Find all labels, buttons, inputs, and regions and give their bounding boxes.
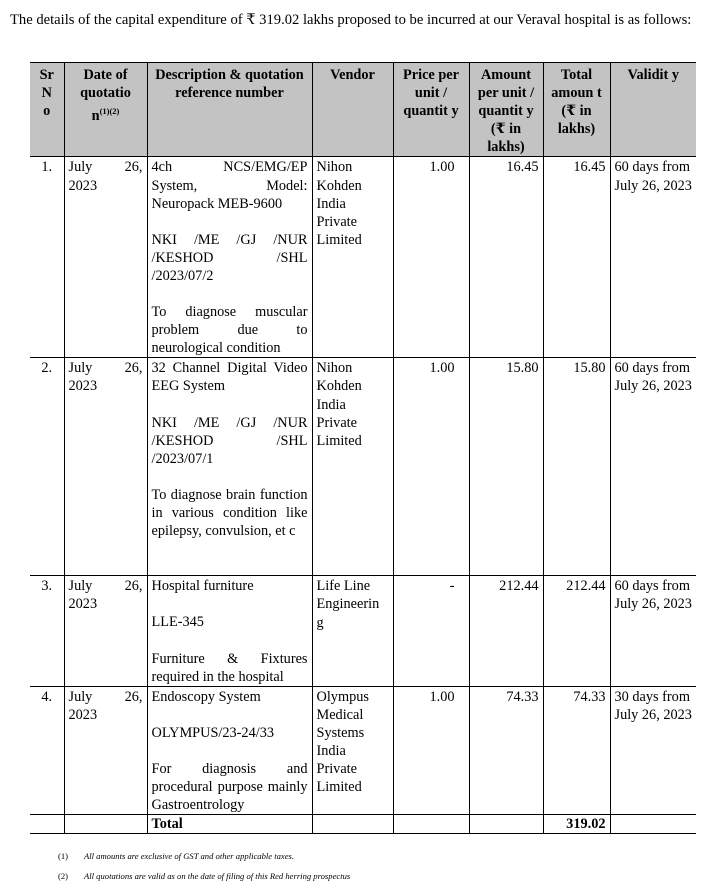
footnote-text: All amounts are exclusive of GST and other applicable taxes.	[84, 851, 295, 861]
total-blank	[64, 815, 147, 834]
row-vendor: Nihon Kohden India Private Limited	[312, 358, 393, 576]
row-date: July 26, 2023	[64, 358, 147, 576]
desc-purpose: Furniture & Fixtures required in the hospital	[151, 650, 308, 685]
desc-name: 4ch NCS/EMG/EP System, Model: Neuropack MEB-9600	[151, 159, 308, 212]
row-total: 15.80	[543, 358, 610, 576]
desc-name: Endoscopy System	[151, 688, 261, 705]
capex-table	[30, 62, 696, 834]
row-sr: 3.	[30, 576, 64, 686]
row-description	[147, 157, 312, 358]
row-amount: 16.45	[469, 157, 543, 358]
total-row	[30, 815, 696, 834]
row-description	[147, 686, 312, 814]
row-sr: 1.	[30, 157, 64, 358]
desc-name: Hospital furniture	[151, 578, 254, 595]
header-row	[30, 63, 696, 157]
row-total: 212.44	[543, 576, 610, 686]
row-validity: 60 days from July 26, 2023	[610, 358, 696, 576]
desc-reference: OLYMPUS/23-24/33	[151, 724, 274, 741]
table-row	[30, 576, 696, 686]
desc-reference: NKI /ME /GJ /NUR /KESHOD /SHL /2023/07/2	[151, 231, 308, 284]
desc-name: 32 Channel Digital Video EEG System	[151, 360, 308, 395]
total-value: 319.02	[543, 815, 610, 834]
table-row	[30, 686, 696, 814]
footnote-number: (1)	[58, 851, 69, 861]
col-header-price: Price per unit / quantit y	[393, 63, 469, 157]
row-total: 16.45	[543, 157, 610, 358]
total-blank	[312, 815, 393, 834]
total-blank	[393, 815, 469, 834]
row-sr: 4.	[30, 686, 64, 814]
row-date: July 26, 2023	[64, 686, 147, 814]
footnote-number: (2)	[58, 871, 69, 881]
row-validity: 30 days from July 26, 2023	[610, 686, 696, 814]
row-total: 74.33	[543, 686, 610, 814]
footnote	[58, 866, 350, 886]
footnote-text: All quotations are valid as on the date of filing of this Red herring prospectus	[84, 871, 351, 881]
row-price: -	[393, 576, 469, 686]
row-sr: 2.	[30, 358, 64, 576]
col-header-sr: Sr N o	[30, 63, 64, 157]
desc-reference: NKI /ME /GJ /NUR /KESHOD /SHL /2023/07/1	[151, 414, 308, 467]
row-price: 1.00	[393, 157, 469, 358]
footnote	[58, 846, 350, 866]
total-blank	[30, 815, 64, 834]
row-validity: 60 days from July 26, 2023	[610, 157, 696, 358]
desc-purpose: To diagnose muscular problem due to neurological condition	[151, 304, 308, 357]
row-date: July 26, 2023	[64, 157, 147, 358]
table-row	[30, 358, 696, 576]
row-price: 1.00	[393, 358, 469, 576]
row-validity: 60 days from July 26, 2023	[610, 576, 696, 686]
col-header-amount: Amount per unit / quantit y (₹ in lakhs)	[469, 63, 543, 157]
col-header-vendor: Vendor	[312, 63, 393, 157]
row-amount: 15.80	[469, 358, 543, 576]
row-vendor: Nihon Kohden India Private Limited	[312, 157, 393, 358]
total-blank	[469, 815, 543, 834]
row-amount: 74.33	[469, 686, 543, 814]
col-header-validity: Validit y	[610, 63, 696, 157]
desc-purpose: To diagnose brain function in various condition like epilepsy, convulsion, et c	[151, 486, 308, 539]
desc-reference: LLE-345	[151, 614, 204, 631]
row-amount: 212.44	[469, 576, 543, 686]
desc-purpose: For diagnosis and procedural purpose mainly Gastroentrology	[151, 760, 308, 814]
col-header-date: Date of quotatio $n^{(1)(2)}$	[64, 63, 147, 157]
footnote-ref: (1)(2)	[99, 106, 120, 117]
row-description	[147, 358, 312, 576]
col-header-description: Description & quotation reference number	[147, 63, 312, 157]
col-header-total: Total amoun t (₹ in lakhs)	[543, 63, 610, 157]
footnotes	[58, 846, 350, 886]
table-row	[30, 157, 696, 358]
row-vendor: Olympus Medical Systems India Private Limited	[312, 686, 393, 814]
total-blank	[610, 815, 696, 834]
row-date: July 26, 2023	[64, 576, 147, 686]
row-vendor: Life Line Engineerin g	[312, 576, 393, 686]
intro-paragraph: The details of the capital expenditure of ₹ 319.02 lakhs proposed to be incurred at our Veraval hospital is as follows:	[10, 12, 692, 28]
row-description	[147, 576, 312, 686]
row-price: 1.00	[393, 686, 469, 814]
total-label: Total	[147, 815, 312, 834]
